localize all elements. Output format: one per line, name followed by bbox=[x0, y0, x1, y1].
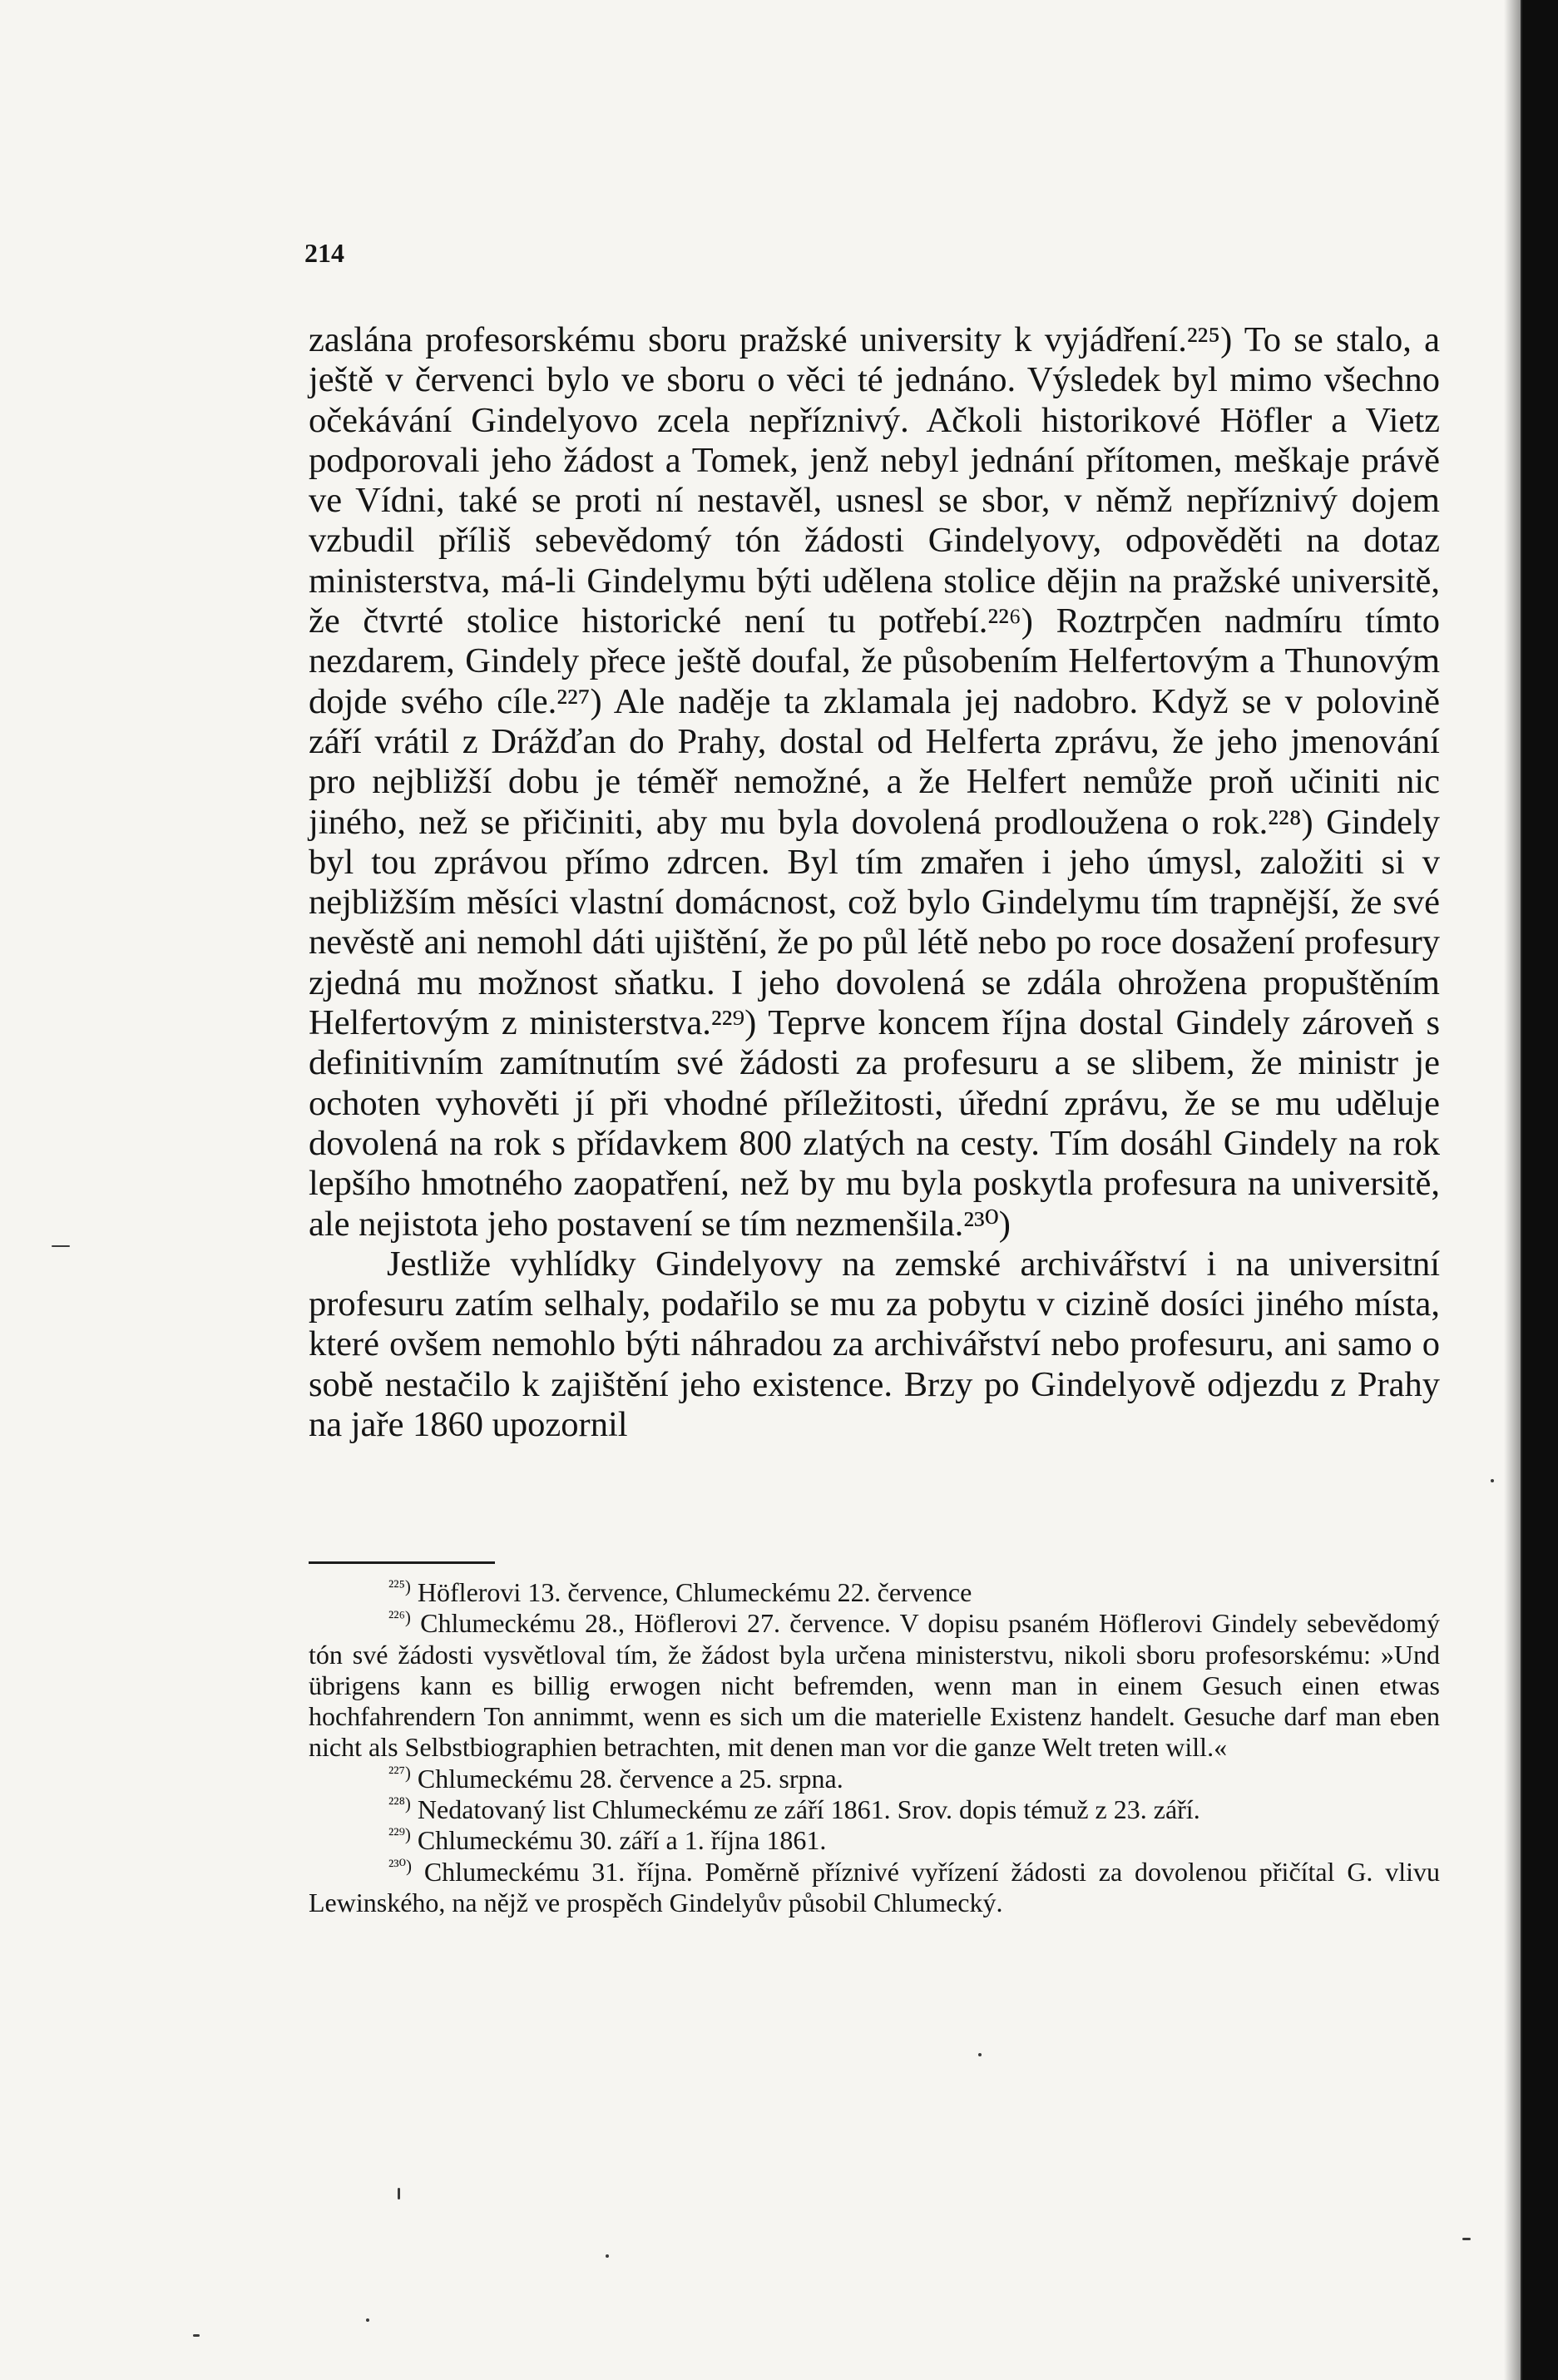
scan-speck bbox=[978, 2053, 982, 2056]
footnote-text: Chlumeckému 28., Höflerovi 27. července. V dopisu psaném Höflerovi Gindely sebevědomý tón své žádosti vysvětloval tím, že žádost byla určena ministerstvu, nikoli sboru profesorskému: »Und übrigens kann es billig erwogen nicht befremden, wenn man in einem Gesuch einen etwas hochfahrendern Ton annimmt, wenn es sich um die materielle Existenz handelt. Gesuche darf man eben nicht als Selbstbiographien betrachten, mit denen man vor die ganze Welt treten will.« bbox=[309, 1608, 1441, 1763]
footnotes bbox=[309, 1577, 1440, 1918]
footnote-text: Nedatovaný list Chlumeckému ze září 1861. Srov. dopis témuž z 23. září. bbox=[417, 1794, 1200, 1825]
footnote-mark: ²²⁵) bbox=[388, 1576, 411, 1596]
scan-speck bbox=[366, 2318, 369, 2322]
body-paragraph-2: Jestliže vyhlídky Gindelyovy na zemské archivářství i na universitní profesuru zatím selhaly, podařilo se mu za pobytu v cizině dosíci jiného místa, které ovšem nemohlo býti náhradou za archivářství nebo profesuru, ani samo o sobě nestačilo k zajištění jeho existence. Brzy po Gindelyově odjezdu z Prahy na jaře 1860 upozornil bbox=[309, 1244, 1440, 1445]
footnote-227 bbox=[309, 1764, 1440, 1794]
body-paragraph-1: zaslána profesorskému sboru pražské university k vyjádření.²²⁵) To se stalo, a ještě v červenci bylo ve sboru o věci té jednáno. Výsledek byl mimo všechno očekávání Gindelyovo zcela nepříznivý. Ačkoli historikové Höfler a Vietz podporovali jeho žádost a Tomek, jenž nebyl jednání přítomen, meškaje právě ve Vídni, také se proti ní nestavěl, usnesl se sbor, v němž nepříznivý dojem vzbudil příliš sebevědomý tón žádosti Gindelyovy, odpověděti na dotaz ministerstva, má-li Gindelymu býti udělena stolice dějin na pražské universitě, že čtvrté stolice historické není tu potřebí.²²⁶) Roztrpčen nadmíru tímto nezdarem, Gindely přece ještě doufal, že působením Helfertovým a Thunovým dojde svého cíle.²²⁷) Ale naděje ta zklamala jej nadobro. Když se v polovině září vrátil z Drážďan do Prahy, dostal od Helferta zprávu, že jeho jmenování pro nejbližší dobu je téměř nemožné, a že Helfert nemůže proň učiniti nic jiného, než se přičiniti, aby mu byla dovolená prodloužena o rok.²²⁸) Gindely byl tou zprávou přímo zdrcen. Byl tím zmařen i jeho úmysl, založiti si v nejbližším měsíci vlastní domácnost, což bylo Gindelymu tím trapnější, že své nevěstě ani nemohl dáti ujištění, že po půl létě nebo po roce dosažení profesury zjedná mu možnost sňatku. I jeho dovolená se zdála ohrožena propuštěním Helfertovým z ministerstva.²²⁹) Teprve koncem října dostal Gindely zároveň s definitivním zamítnutím své žádosti za profesuru a se slibem, že ministr je ochoten vyhověti jí při vhodné příležitosti, úřední zprávu, že se mu uděluje dovolená na rok s přídavkem 800 zlatých na cesty. Tím dosáhl Gindely na rok lepšího hmotného zaopatření, než by mu byla poskytla profesura na universitě, ale nejistota jeho postavení se tím nezmenšila.²³⁰) bbox=[309, 320, 1440, 1244]
footnote-mark: ²²⁷) bbox=[388, 1762, 411, 1783]
footnote-text: Höflerovi 13. července, Chlumeckému 22. července bbox=[417, 1577, 972, 1607]
footnote-text: Chlumeckému 30. září a 1. října 1861. bbox=[417, 1825, 827, 1856]
scan-speck bbox=[1462, 2238, 1471, 2240]
footnote-mark: ²³⁰) bbox=[388, 1855, 413, 1876]
scan-speck bbox=[606, 2254, 609, 2258]
page-number: 214 bbox=[304, 238, 344, 268]
scan-speck bbox=[193, 2334, 200, 2337]
scan-speck bbox=[52, 1245, 70, 1247]
footnote-230 bbox=[309, 1857, 1440, 1919]
footnote-229 bbox=[309, 1825, 1440, 1856]
scan-speck bbox=[1491, 1479, 1494, 1482]
footnote-mark: ²²⁸) bbox=[388, 1794, 411, 1814]
footnote-mark: ²²⁶) bbox=[388, 1607, 411, 1628]
footnote-text: Chlumeckému 28. července a 25. srpna. bbox=[417, 1763, 843, 1794]
footnote-text: Chlumeckému 31. října. Poměrně příznivé vyřízení žádosti za dovolenou přičítal G. vlivu Lewinského, na nějž ve prospěch Gindelyův působil Chlumecký. bbox=[309, 1856, 1441, 1917]
footnote-separator bbox=[309, 1561, 495, 1564]
footnote-225 bbox=[309, 1577, 1440, 1608]
scan-speck bbox=[398, 2188, 400, 2199]
footnote-226 bbox=[309, 1608, 1440, 1763]
footnote-228 bbox=[309, 1794, 1440, 1825]
footnote-mark: ²²⁹) bbox=[388, 1824, 411, 1845]
main-text bbox=[309, 320, 1440, 1445]
page-edge-shadow bbox=[1504, 0, 1522, 2380]
